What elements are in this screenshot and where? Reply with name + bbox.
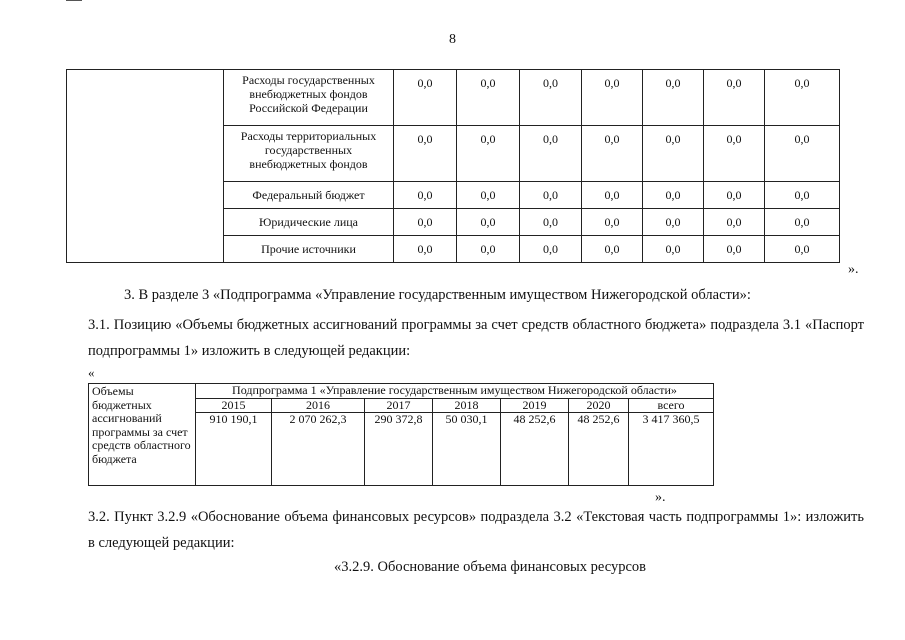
funding-source-label: Прочие источники bbox=[224, 236, 394, 263]
table-2-closing-quote: ». bbox=[655, 490, 666, 505]
funding-value-cell: 0,0 bbox=[582, 236, 643, 263]
funding-value-cell: 0,0 bbox=[765, 209, 840, 236]
funding-value-cell: 0,0 bbox=[704, 70, 765, 126]
funding-value-cell: 0,0 bbox=[704, 236, 765, 263]
funding-value-cell: 0,0 bbox=[582, 209, 643, 236]
funding-value-cell: 0,0 bbox=[394, 126, 457, 182]
funding-value-cell: 0,0 bbox=[520, 236, 582, 263]
allocation-value-cell: 910 190,1 bbox=[196, 413, 272, 486]
funding-source-label: Юридические лица bbox=[224, 209, 394, 236]
allocation-value-cell: 48 252,6 bbox=[501, 413, 569, 486]
funding-value-cell: 0,0 bbox=[520, 126, 582, 182]
table-2-row-label: Объемы бюджетных ассигнований программы за счет средств областного бюджета bbox=[89, 384, 196, 486]
heading-3-2-9: «3.2.9. Обоснование объема финансовых ресурсов bbox=[334, 559, 646, 575]
funding-value-cell: 0,0 bbox=[582, 126, 643, 182]
funding-value-cell: 0,0 bbox=[643, 182, 704, 209]
item-3-2-text: 3.2. Пункт 3.2.9 «Обоснование объема финансовых ресурсов» подраздела 3.2 «Текстовая часть подпрограммы 1»: изложить в следующей редакции: bbox=[88, 509, 864, 551]
funding-value-cell: 0,0 bbox=[643, 209, 704, 236]
section-3-intro: 3. В разделе 3 «Подпрограмма «Управление государственным имуществом Нижегородской области»: bbox=[124, 287, 751, 303]
allocation-value-cell: 3 417 360,5 bbox=[629, 413, 714, 486]
funding-value-cell: 0,0 bbox=[643, 236, 704, 263]
funding-value-cell: 0,0 bbox=[457, 182, 520, 209]
year-header-cell: 2015 bbox=[196, 398, 272, 413]
funding-value-cell: 0,0 bbox=[704, 209, 765, 236]
funding-value-cell: 0,0 bbox=[457, 70, 520, 126]
budget-allocations-table bbox=[88, 383, 714, 486]
funding-value-cell: 0,0 bbox=[704, 182, 765, 209]
allocation-value-cell: 50 030,1 bbox=[433, 413, 501, 486]
funding-value-cell: 0,0 bbox=[520, 182, 582, 209]
year-header-cell: всего bbox=[629, 398, 714, 413]
table-2-opening-quote: « bbox=[88, 365, 95, 380]
funding-source-label: Расходы территориальных государственных внебюджетных фондов bbox=[224, 126, 394, 182]
year-header-cell: 2017 bbox=[365, 398, 433, 413]
funding-value-cell: 0,0 bbox=[457, 236, 520, 263]
funding-source-label: Федеральный бюджет bbox=[224, 182, 394, 209]
year-header-cell: 2016 bbox=[272, 398, 365, 413]
item-3-1-text: 3.1. Позицию «Объемы бюджетных ассигнований программы за счет средств областного бюджета» подраздела 3.1 «Паспорт подпрограммы 1» изложить в следующей редакции: bbox=[88, 317, 864, 359]
funding-value-cell: 0,0 bbox=[457, 126, 520, 182]
funding-value-cell: 0,0 bbox=[765, 236, 840, 263]
allocation-value-cell: 48 252,6 bbox=[569, 413, 629, 486]
funding-value-cell: 0,0 bbox=[643, 70, 704, 126]
funding-row bbox=[67, 70, 840, 126]
funding-value-cell: 0,0 bbox=[765, 70, 840, 126]
allocation-value-cell: 290 372,8 bbox=[365, 413, 433, 486]
funding-sources-table bbox=[66, 69, 840, 263]
funding-value-cell: 0,0 bbox=[457, 209, 520, 236]
funding-value-cell: 0,0 bbox=[394, 182, 457, 209]
table-2-header: Подпрограмма 1 «Управление государственным имуществом Нижегородской области» bbox=[196, 384, 714, 399]
funding-value-cell: 0,0 bbox=[582, 182, 643, 209]
table-1-closing-quote: ». bbox=[848, 262, 859, 277]
funding-value-cell: 0,0 bbox=[520, 70, 582, 126]
funding-value-cell: 0,0 bbox=[643, 126, 704, 182]
year-header-cell: 2019 bbox=[501, 398, 569, 413]
funding-value-cell: 0,0 bbox=[520, 209, 582, 236]
year-header-cell: 2020 bbox=[569, 398, 629, 413]
funding-value-cell: 0,0 bbox=[394, 236, 457, 263]
funding-source-label: Расходы государственных внебюджетных фондов Российской Федерации bbox=[224, 70, 394, 126]
page-number: 8 bbox=[449, 32, 456, 47]
year-header-cell: 2018 bbox=[433, 398, 501, 413]
funding-value-cell: 0,0 bbox=[582, 70, 643, 126]
funding-value-cell: 0,0 bbox=[394, 70, 457, 126]
top-margin-mark bbox=[66, 0, 82, 1]
empty-left-cell bbox=[67, 70, 224, 263]
funding-value-cell: 0,0 bbox=[765, 126, 840, 182]
funding-value-cell: 0,0 bbox=[765, 182, 840, 209]
allocation-value-cell: 2 070 262,3 bbox=[272, 413, 365, 486]
funding-value-cell: 0,0 bbox=[394, 209, 457, 236]
funding-value-cell: 0,0 bbox=[704, 126, 765, 182]
